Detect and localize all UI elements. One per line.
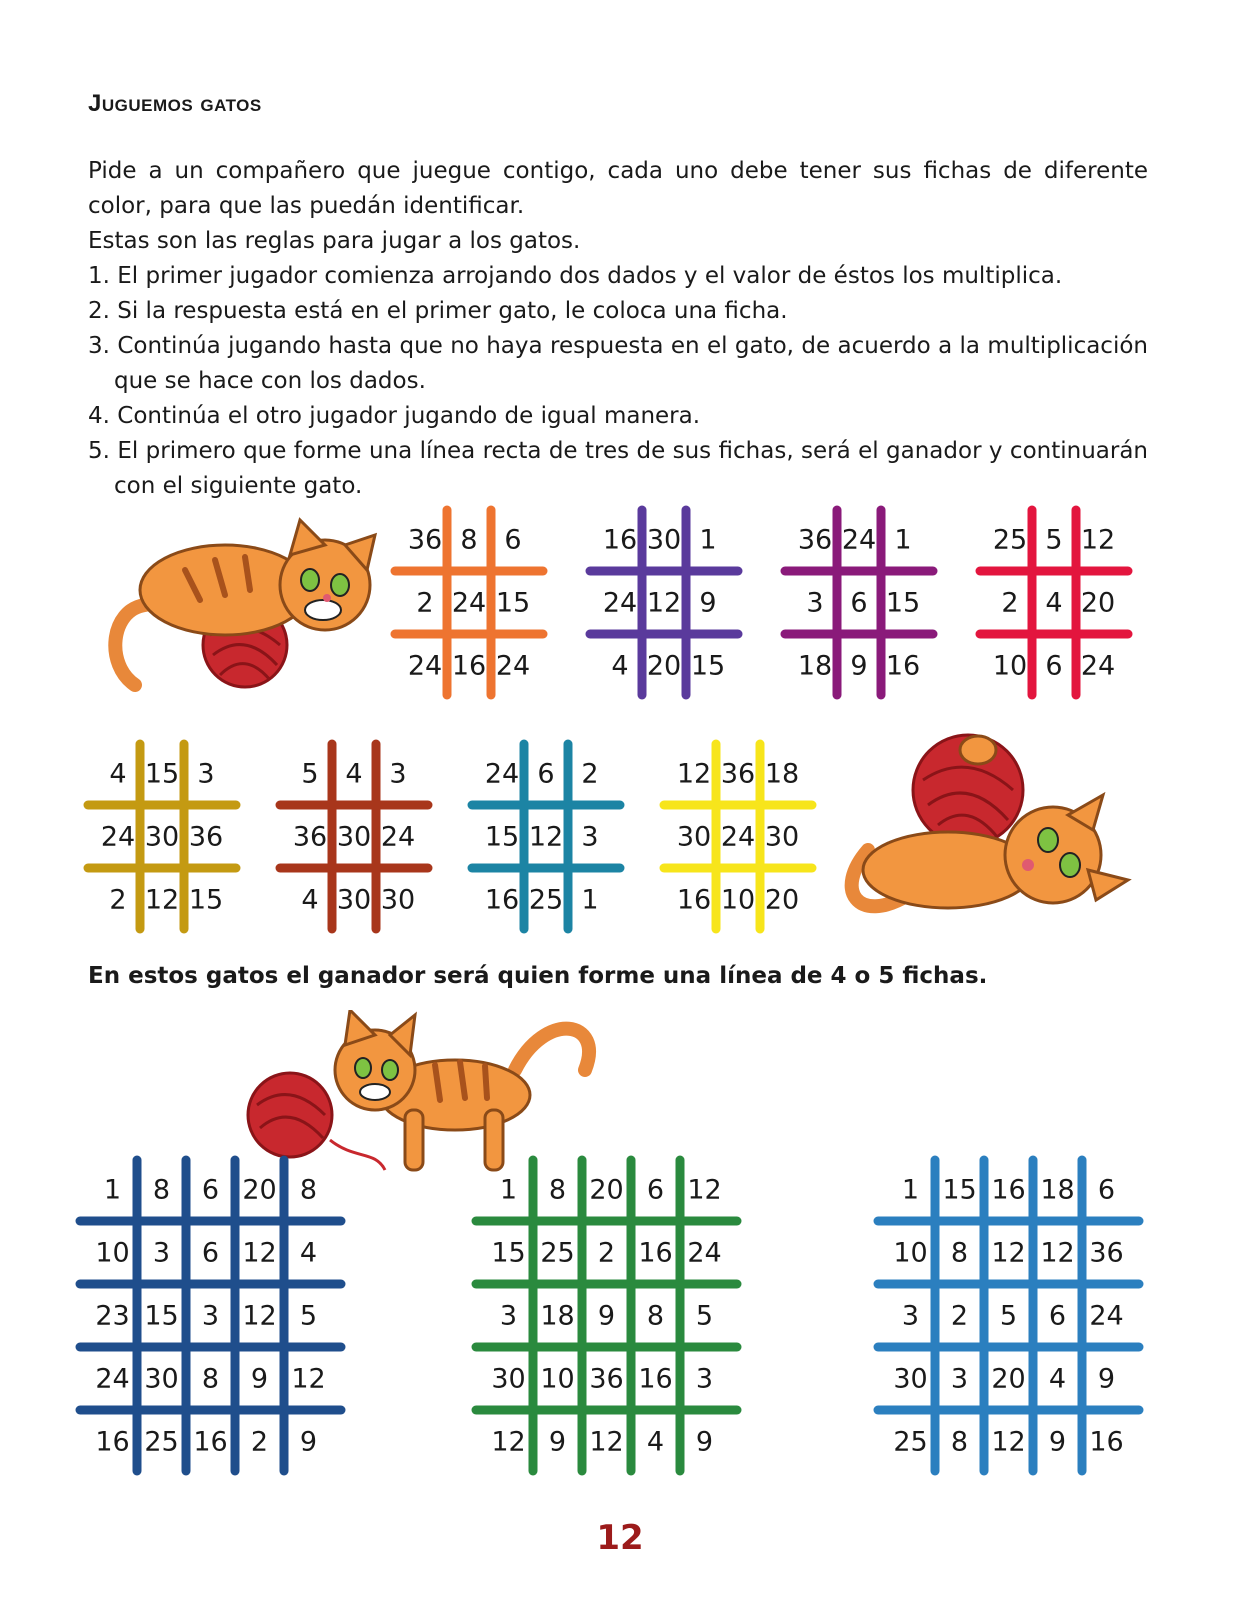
grid-cell-number: 24 — [484, 758, 520, 790]
tic-tac-toe-grid-8 — [672, 742, 804, 931]
rule-item: 2. Si la respuesta está en el primer gato, le coloca una ficha. — [88, 298, 788, 324]
grid-cell-number: 30 — [336, 821, 372, 853]
rule-item: 3. Continúa jugando hasta que no haya respuesta en el gato, de acuerdo a la multiplicación que se hace con los dados. — [88, 333, 1148, 394]
grid-cell-number: 1 — [581, 884, 599, 916]
tic-tac-toe-grid-4 — [988, 508, 1120, 697]
grid-cell-number: 2 — [581, 758, 599, 790]
grid-cell-number: 12 — [991, 1237, 1026, 1269]
grid-cell-number: 12 — [687, 1174, 722, 1206]
grid-cell-number: 6 — [1048, 1300, 1067, 1332]
grid-cell-number: 4 — [1048, 1363, 1067, 1395]
grid-cell-number: 3 — [197, 758, 215, 790]
grid-cell-number: 16 — [676, 884, 712, 916]
grid-cell-number: 3 — [152, 1237, 171, 1269]
grid-cell-number: 12 — [589, 1426, 624, 1458]
grid-cell-number: 6 — [1045, 650, 1063, 682]
grid-cell-number: 36 — [589, 1363, 624, 1395]
grid-cell-number: 9 — [250, 1363, 269, 1395]
tic-tac-toe-grid-1 — [403, 508, 535, 697]
grid-cell-number: 10 — [95, 1237, 130, 1269]
tic-tac-toe-grid-5 — [96, 742, 228, 931]
grid-cell-number: 12 — [242, 1300, 277, 1332]
grid-cell-number: 4 — [1045, 587, 1063, 619]
grid-cell-number: 16 — [885, 650, 921, 682]
grid-cell-number: 2 — [416, 587, 434, 619]
grid-cell-number: 12 — [528, 821, 564, 853]
grid-cell-number: 25 — [528, 884, 564, 916]
grid-cell-number: 8 — [299, 1174, 318, 1206]
grid-cell-number: 6 — [850, 587, 868, 619]
page-number: 12 — [596, 1518, 644, 1558]
grid-cell-number: 4 — [611, 650, 629, 682]
grid-cell-number: 9 — [695, 1426, 714, 1458]
grid-cell-number: 24 — [380, 821, 416, 853]
grid-cell-number: 24 — [407, 650, 443, 682]
grid-cell-number: 15 — [690, 650, 726, 682]
grid-cell-number: 15 — [188, 884, 224, 916]
grid-cell-number: 1 — [699, 524, 717, 556]
grid-cell-number: 5 — [299, 1300, 318, 1332]
page-title: Juguemos gatos — [88, 90, 262, 117]
grid-cell-number: 8 — [950, 1426, 969, 1458]
grid-cell-number: 36 — [407, 524, 443, 556]
grid-cell-number: 24 — [841, 524, 877, 556]
large-grid-2 — [484, 1158, 729, 1473]
grid-cell-number: 24 — [687, 1237, 722, 1269]
grid-cell-number: 16 — [602, 524, 638, 556]
grid-cell-number: 9 — [850, 650, 868, 682]
grid-cell-number: 12 — [1040, 1237, 1075, 1269]
grid-cell-number: 9 — [1048, 1426, 1067, 1458]
grid-cell-number: 30 — [893, 1363, 928, 1395]
grid-cell-number: 1 — [894, 524, 912, 556]
grid-cell-number: 8 — [950, 1237, 969, 1269]
grid-cell-number: 3 — [581, 821, 599, 853]
grid-cell-number: 6 — [504, 524, 522, 556]
grid-cell-number: 12 — [676, 758, 712, 790]
tic-tac-toe-grid-7 — [480, 742, 612, 931]
grid-cell-number: 24 — [451, 587, 487, 619]
grid-cell-number: 12 — [646, 587, 682, 619]
grid-cell-number: 16 — [451, 650, 487, 682]
grid-cell-number: 16 — [193, 1426, 228, 1458]
grid-cell-number: 15 — [885, 587, 921, 619]
grid-cell-number: 2 — [950, 1300, 969, 1332]
rules-list — [88, 259, 1148, 504]
grid-cell-number: 16 — [484, 884, 520, 916]
grid-cell-number: 18 — [764, 758, 800, 790]
grid-cell-number: 20 — [646, 650, 682, 682]
grid-cell-number: 36 — [1089, 1237, 1124, 1269]
grid-cell-number: 6 — [646, 1174, 665, 1206]
rule-item: 5. El primero que forme una línea recta de tres de sus fichas, será el ganador y continuarán con el siguiente gato. — [88, 438, 1148, 499]
grid-cell-number: 5 — [999, 1300, 1018, 1332]
grid-cell-number: 9 — [1097, 1363, 1116, 1395]
grid-cell-number: 9 — [548, 1426, 567, 1458]
grid-cell-number: 5 — [301, 758, 319, 790]
grid-cell-number: 1 — [103, 1174, 122, 1206]
grid-cell-number: 3 — [806, 587, 824, 619]
grid-cell-number: 23 — [95, 1300, 130, 1332]
grid-cell-number: 15 — [495, 587, 531, 619]
grid-cell-number: 1 — [901, 1174, 920, 1206]
grid-cell-number: 8 — [460, 524, 478, 556]
grid-cell-number: 16 — [638, 1237, 673, 1269]
grid-cell-number: 12 — [491, 1426, 526, 1458]
grid-cell-number: 15 — [942, 1174, 977, 1206]
grid-cell-number: 3 — [950, 1363, 969, 1395]
grid-cell-number: 25 — [540, 1237, 575, 1269]
grid-cell-number: 1 — [499, 1174, 518, 1206]
grid-cell-number: 36 — [797, 524, 833, 556]
grid-cell-number: 2 — [597, 1237, 616, 1269]
grid-cell-number: 12 — [991, 1426, 1026, 1458]
grid-cell-number: 8 — [646, 1300, 665, 1332]
grid-cell-number: 2 — [109, 884, 127, 916]
grid-cell-number: 24 — [1089, 1300, 1124, 1332]
grid-cell-number: 12 — [1080, 524, 1116, 556]
grid-cell-number: 3 — [389, 758, 407, 790]
grid-cell-number: 30 — [491, 1363, 526, 1395]
grid-cell-number: 9 — [597, 1300, 616, 1332]
large-grids-instruction: En estos gatos el ganador será quien forme una línea de 4 o 5 fichas. — [88, 963, 988, 989]
grid-cell-number: 25 — [144, 1426, 179, 1458]
grid-cell-number: 16 — [638, 1363, 673, 1395]
grid-cell-number: 30 — [336, 884, 372, 916]
rule-item: 1. El primer jugador comienza arrojando dos dados y el valor de éstos los multiplica. — [88, 263, 1063, 289]
grid-cell-number: 8 — [201, 1363, 220, 1395]
grid-cell-number: 10 — [992, 650, 1028, 682]
grid-cell-number: 24 — [95, 1363, 130, 1395]
grid-cell-number: 12 — [144, 884, 180, 916]
grid-cell-number: 20 — [991, 1363, 1026, 1395]
grid-cell-number: 3 — [901, 1300, 920, 1332]
grid-cell-number: 6 — [201, 1174, 220, 1206]
grid-cell-number: 16 — [1089, 1426, 1124, 1458]
grid-cell-number: 20 — [242, 1174, 277, 1206]
intro-paragraph: Pide a un compañero que juegue contigo, cada uno debe tener sus fichas de diferente color, para que las puedán identificar. — [88, 158, 1148, 219]
grid-cell-number: 18 — [1040, 1174, 1075, 1206]
grid-cell-number: 24 — [100, 821, 136, 853]
grid-cell-number: 4 — [345, 758, 363, 790]
tic-tac-toe-grid-6 — [288, 742, 420, 931]
cat-playing-with-yarn-illustration — [838, 720, 1138, 939]
grid-cell-number: 10 — [540, 1363, 575, 1395]
grid-cell-number: 6 — [201, 1237, 220, 1269]
grid-cell-number: 10 — [720, 884, 756, 916]
grid-cell-number: 16 — [991, 1174, 1026, 1206]
grid-cell-number: 16 — [95, 1426, 130, 1458]
grid-cell-number: 4 — [646, 1426, 665, 1458]
grid-cell-number: 3 — [695, 1363, 714, 1395]
rule-item: 4. Continúa el otro jugador jugando de igual manera. — [88, 403, 701, 429]
grid-cell-number: 24 — [602, 587, 638, 619]
grid-cell-number: 4 — [109, 758, 127, 790]
grid-cell-number: 25 — [893, 1426, 928, 1458]
grid-cell-number: 3 — [201, 1300, 220, 1332]
grid-cell-number: 20 — [589, 1174, 624, 1206]
grid-cell-number: 8 — [152, 1174, 171, 1206]
grid-cell-number: 3 — [499, 1300, 518, 1332]
grid-cell-number: 36 — [292, 821, 328, 853]
large-grid-1 — [88, 1158, 333, 1473]
grid-cell-number: 4 — [299, 1237, 318, 1269]
tic-tac-toe-grid-3 — [793, 508, 925, 697]
grid-cell-number: 6 — [1097, 1174, 1116, 1206]
grid-cell-number: 9 — [699, 587, 717, 619]
grid-cell-number: 2 — [1001, 587, 1019, 619]
grid-cell-number: 24 — [495, 650, 531, 682]
grid-cell-number: 36 — [720, 758, 756, 790]
grid-cell-number: 12 — [242, 1237, 277, 1269]
grid-cell-number: 25 — [992, 524, 1028, 556]
cat-with-yarn-illustration — [105, 515, 395, 709]
grid-cell-number: 9 — [299, 1426, 318, 1458]
grid-cell-number: 5 — [695, 1300, 714, 1332]
grid-cell-number: 30 — [764, 821, 800, 853]
grid-cell-number: 8 — [548, 1174, 567, 1206]
grid-cell-number: 30 — [380, 884, 416, 916]
grid-cell-number: 24 — [720, 821, 756, 853]
grid-cell-number: 15 — [491, 1237, 526, 1269]
large-grid-3 — [886, 1158, 1131, 1473]
grid-cell-number: 20 — [1080, 587, 1116, 619]
grid-cell-number: 15 — [484, 821, 520, 853]
grid-cell-number: 12 — [291, 1363, 326, 1395]
grid-cell-number: 30 — [676, 821, 712, 853]
grid-cell-number: 4 — [301, 884, 319, 916]
grid-cell-number: 10 — [893, 1237, 928, 1269]
grid-cell-number: 5 — [1045, 524, 1063, 556]
grid-cell-number: 18 — [797, 650, 833, 682]
grid-cell-number: 15 — [144, 1300, 179, 1332]
grid-cell-number: 36 — [188, 821, 224, 853]
grid-cell-number: 2 — [250, 1426, 269, 1458]
grid-cell-number: 30 — [144, 1363, 179, 1395]
grid-cell-number: 18 — [540, 1300, 575, 1332]
tic-tac-toe-grid-2 — [598, 508, 730, 697]
instructions — [88, 154, 1148, 504]
grid-cell-number: 6 — [537, 758, 555, 790]
grid-cell-number: 24 — [1080, 650, 1116, 682]
grid-cell-number: 15 — [144, 758, 180, 790]
grid-cell-number: 30 — [144, 821, 180, 853]
grid-cell-number: 20 — [764, 884, 800, 916]
grid-cell-number: 30 — [646, 524, 682, 556]
rules-intro: Estas son las reglas para jugar a los gatos. — [88, 228, 581, 254]
